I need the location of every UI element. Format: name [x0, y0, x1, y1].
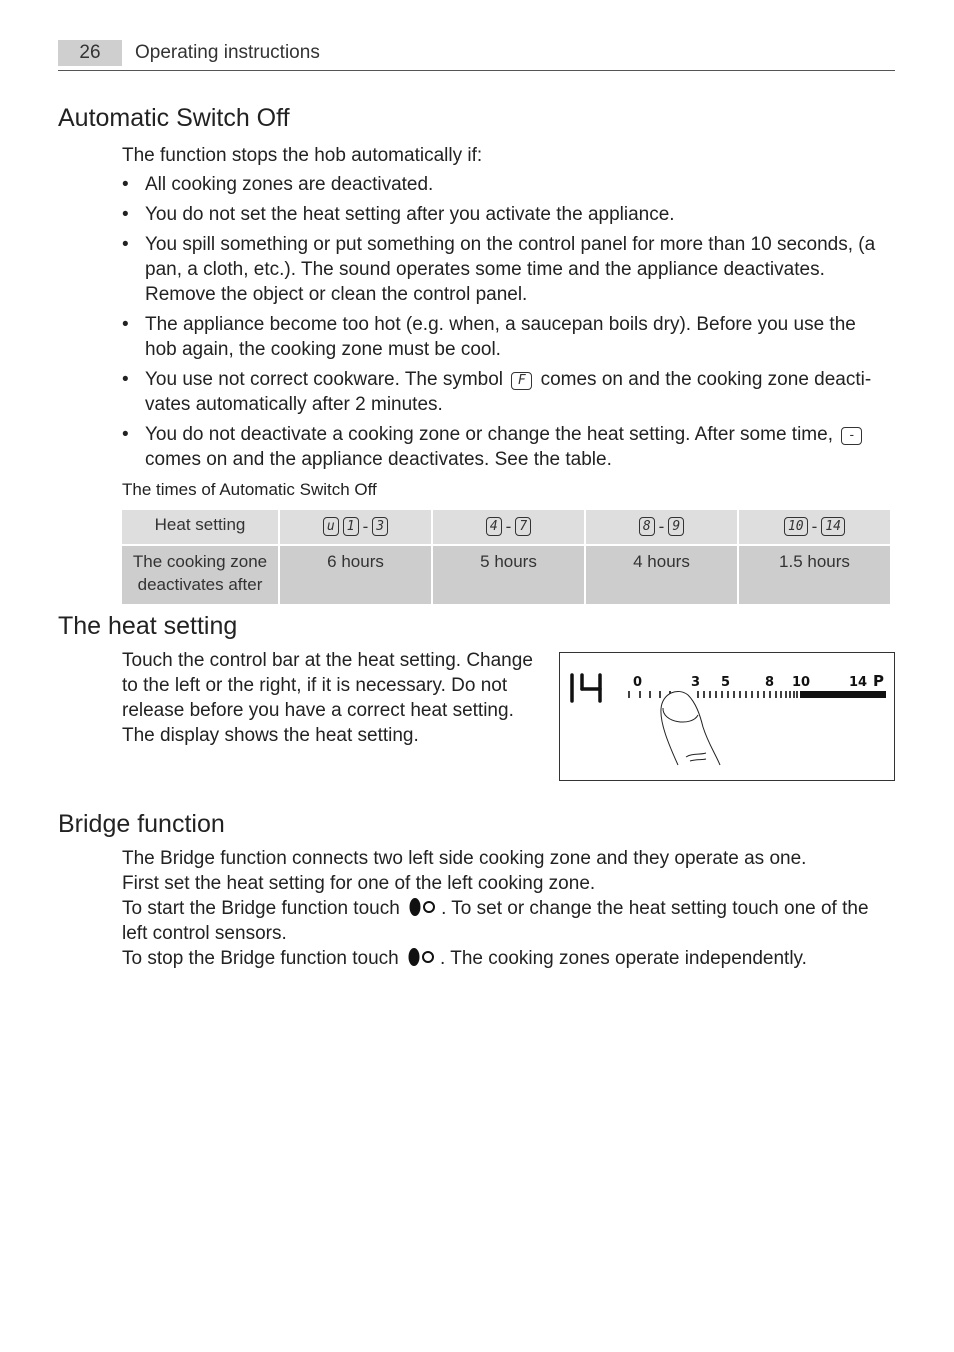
heat-range-cell [586, 510, 737, 546]
list-item-text: You spill something or put something on the control panel for more than 10 seconds, (a pan, a cloth, etc.). The sound operates some time and the appliance deactivates. Remove the object or clean the control panel. [145, 234, 876, 305]
range-dash: - [505, 516, 512, 536]
heat-range-cell [280, 510, 431, 546]
section-heading-heat-setting: The heat setting [58, 612, 238, 640]
dash-symbol: - [841, 427, 862, 445]
finger-icon [661, 691, 720, 765]
section-heading-bridge: Bridge function [58, 810, 225, 838]
segment-symbol: 10 [784, 517, 808, 536]
segment-symbol: 1 [343, 517, 359, 536]
switch-off-times-table [120, 510, 892, 604]
segment-symbol: 3 [372, 517, 388, 536]
bridge-line-3-end: . To set or change the heat setting touch one of the left control sensors. [122, 898, 869, 944]
display-value: 14 [570, 661, 572, 662]
list-item: • The appliance become too hot (e.g. when, a saucepan boils dry). Before you use the hob again, the cooking zone must be cool. [122, 314, 856, 360]
scale-label-14: 14 [849, 675, 868, 690]
auto-off-intro: The function stops the hob automatically if: [122, 145, 483, 166]
scale-label-0: 0 [633, 675, 643, 690]
heat-range-cell [739, 510, 890, 546]
list-item-text: You do not deactivate a cooking zone or change the heat setting. After some time, [145, 424, 833, 445]
list-item: • All cooking zones are deactivated. [122, 174, 434, 195]
scale-label-8: 8 [765, 675, 775, 690]
control-bar-svg [560, 653, 894, 780]
bridge-line-4-end: . The cooking zones operate independently. [440, 948, 807, 969]
page-number: 26 [58, 40, 122, 66]
list-item: • You do not deactivate a cooking zone or change the heat setting. After some time, - comes on and the appliance deactivates. See the table. [122, 422, 892, 472]
bridge-icon [406, 946, 438, 968]
table-caption: The times of Automatic Switch Off [122, 480, 377, 499]
cookware-error-symbol: F [511, 372, 532, 390]
bridge-line-3-start: To start the Bridge function touch [122, 898, 400, 919]
bridge-icon [407, 896, 439, 918]
segment-symbol: 8 [639, 517, 655, 536]
scale-solid-bar [800, 691, 886, 698]
list-item-text: comes on and the cooking zone deacti-vates automatically after 2 minutes. [145, 369, 872, 415]
bridge-line-4-start: To stop the Bridge function touch [122, 948, 399, 969]
list-item: • You spill something or put something on the control panel for more than 10 seconds, (a pan, a cloth, etc.). The sound operates some time and the appliance deactivates. Remove the object or clean the control panel. [122, 234, 876, 305]
range-dash: - [811, 516, 818, 536]
segment-symbol: 7 [515, 517, 531, 536]
list-item: • You do not set the heat setting after you activate the appliance. [122, 204, 675, 225]
segment-symbol: 9 [668, 517, 684, 536]
range-dash: - [362, 516, 369, 536]
scale-label-5: 5 [721, 675, 731, 690]
list-item-text: You use not correct cookware. The symbol [145, 369, 504, 390]
bridge-line-2: First set the heat setting for one of the left cooking zone. [122, 873, 596, 894]
table-row-label: The cooking zone deactivates after [122, 546, 278, 604]
segment-symbol: 14 [821, 517, 845, 536]
range-dash: - [658, 516, 665, 536]
table-cell: 4 hours [586, 546, 737, 604]
list-item: • You use not correct cookware. The symbol F comes on and the cooking zone deacti-vates automatically after 2 minutes. [122, 369, 872, 415]
scale-label-p: P [873, 672, 884, 690]
heat-setting-text: Touch the control bar at the heat setting. Change to the left or the right, if it is necessary. Do not release before you have a correct heat setting. The display shows the heat setting. [122, 650, 533, 746]
list-item-text: comes on and the appliance deactivates. See the table. [145, 449, 612, 470]
list-item-text: The appliance become too hot (e.g. when, a saucepan boils dry). Before you use the hob again, the cooking zone must be cool. [145, 314, 856, 360]
bridge-line-4 [122, 946, 892, 971]
bridge-line-1: The Bridge function connects two left side cooking zone and they operate as one. [122, 848, 807, 869]
table-cell: 5 hours [433, 546, 584, 604]
table-header-cell: Heat setting [122, 510, 278, 546]
list-item-text: All cooking zones are deactivated. [145, 174, 434, 195]
scale-label-3: 3 [691, 675, 701, 690]
running-title: Operating instructions [135, 42, 320, 63]
bridge-line-3 [122, 896, 892, 946]
header-rule [58, 70, 895, 71]
table-cell: 1.5 hours [739, 546, 890, 604]
auto-off-conditions [122, 172, 892, 477]
scale-label-10: 10 [792, 675, 811, 690]
bridge-text [122, 846, 892, 971]
scale-ticks [629, 691, 797, 698]
display-digits [572, 675, 600, 701]
section-heading-auto-off: Automatic Switch Off [58, 104, 290, 132]
segment-symbol: u [323, 517, 339, 536]
segment-symbol: 4 [486, 517, 502, 536]
control-bar-illustration [559, 652, 895, 781]
heat-range-cell [433, 510, 584, 546]
table-cell: 6 hours [280, 546, 431, 604]
list-item-text: You do not set the heat setting after you activate the appliance. [145, 204, 675, 225]
